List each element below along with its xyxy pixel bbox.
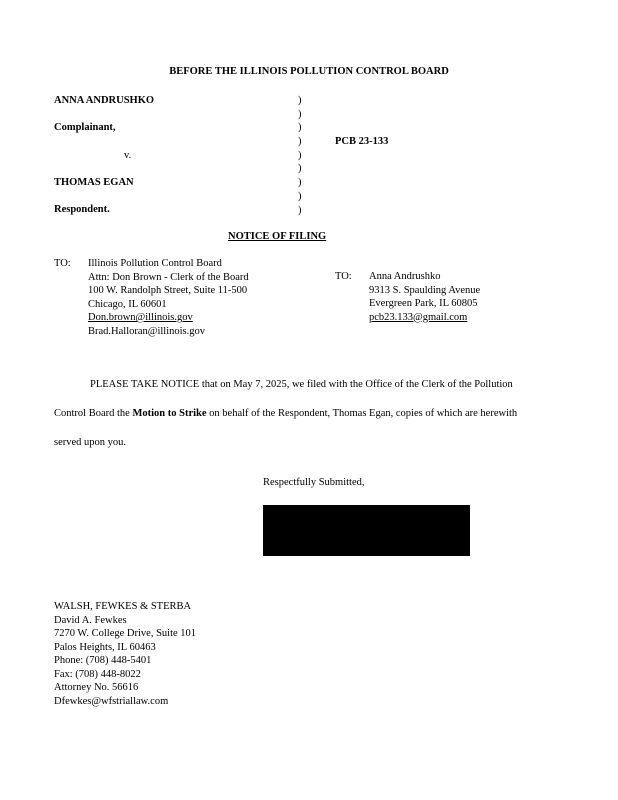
- motion-title: Motion to Strike: [132, 408, 207, 419]
- firm-name: WALSH, FEWKES & STERBA: [54, 601, 192, 612]
- paren: ): [298, 149, 302, 161]
- to-label: TO:: [335, 271, 352, 282]
- court-heading: BEFORE THE ILLINOIS POLLUTION CONTROL BOARD: [169, 66, 449, 77]
- complainant-role: Complainant,: [54, 122, 116, 133]
- recipient-line: 100 W. Randolph Street, Suite 11-500: [88, 285, 248, 296]
- recipient-line: Anna Andrushko: [369, 271, 441, 282]
- paren: ): [298, 190, 302, 202]
- respondent-name: THOMAS EGAN: [54, 177, 134, 188]
- respondent-role: Respondent.: [54, 204, 110, 215]
- firm-block: [54, 602, 196, 710]
- case-number: PCB 23-133: [335, 136, 389, 147]
- email-link[interactable]: Don.brown@illinois.gov: [88, 312, 193, 323]
- recipient-line: Evergreen Park, IL 60805: [369, 298, 478, 309]
- complainant-name: ANNA ANDRUSHKO: [54, 95, 155, 106]
- recipient-email: Brad.Halloran@illinois.gov: [88, 325, 205, 337]
- recipient-line: 9313 S. Spaulding Avenue: [369, 284, 481, 296]
- paren: ): [298, 95, 302, 106]
- body-text: Control Board the: [54, 408, 133, 419]
- body-text: on behalf of the Respondent, Thomas Egan, copies of which are herewith: [206, 408, 518, 419]
- paren: ): [298, 163, 302, 175]
- firm-email: Dfewkes@wfstriallaw.com: [54, 695, 169, 707]
- signature-redaction: [263, 505, 470, 556]
- to-label: TO:: [54, 258, 71, 269]
- paren: ): [298, 204, 302, 216]
- recipient-board-block: [88, 259, 249, 340]
- body-line-2: [54, 409, 517, 420]
- closing-text: Respectfully Submitted,: [263, 477, 365, 488]
- recipient-line: Attn: Don Brown - Clerk of the Board: [88, 271, 249, 283]
- firm-line: David A. Fewkes: [54, 614, 127, 626]
- recipient-line: Chicago, IL 60601: [88, 298, 167, 310]
- firm-line: Phone: (708) 448-5401: [54, 655, 152, 666]
- notice-title: NOTICE OF FILING: [228, 231, 327, 242]
- email-link[interactable]: pcb23.133@gmail.com: [369, 311, 468, 323]
- paren: ): [298, 122, 302, 134]
- firm-line: Attorney No. 56616: [54, 682, 139, 693]
- body-line-1: PLEASE TAKE NOTICE that on May 7, 2025, we filed with the Office of the Clerk of the Pollution: [90, 379, 513, 390]
- recipient-party-block: [369, 272, 480, 326]
- paren: ): [298, 177, 302, 189]
- firm-line: 7270 W. College Drive, Suite 101: [54, 628, 197, 639]
- paren: ): [298, 136, 302, 148]
- recipient-line: Illinois Pollution Control Board: [88, 258, 222, 269]
- firm-line: Palos Heights, IL 60463: [54, 641, 156, 653]
- body-line-3: served upon you.: [54, 437, 127, 448]
- caption-paren-column: [298, 96, 302, 219]
- versus-label: v.: [124, 150, 132, 161]
- firm-line: Fax: (708) 448-8022: [54, 668, 141, 680]
- paren: ): [298, 108, 302, 120]
